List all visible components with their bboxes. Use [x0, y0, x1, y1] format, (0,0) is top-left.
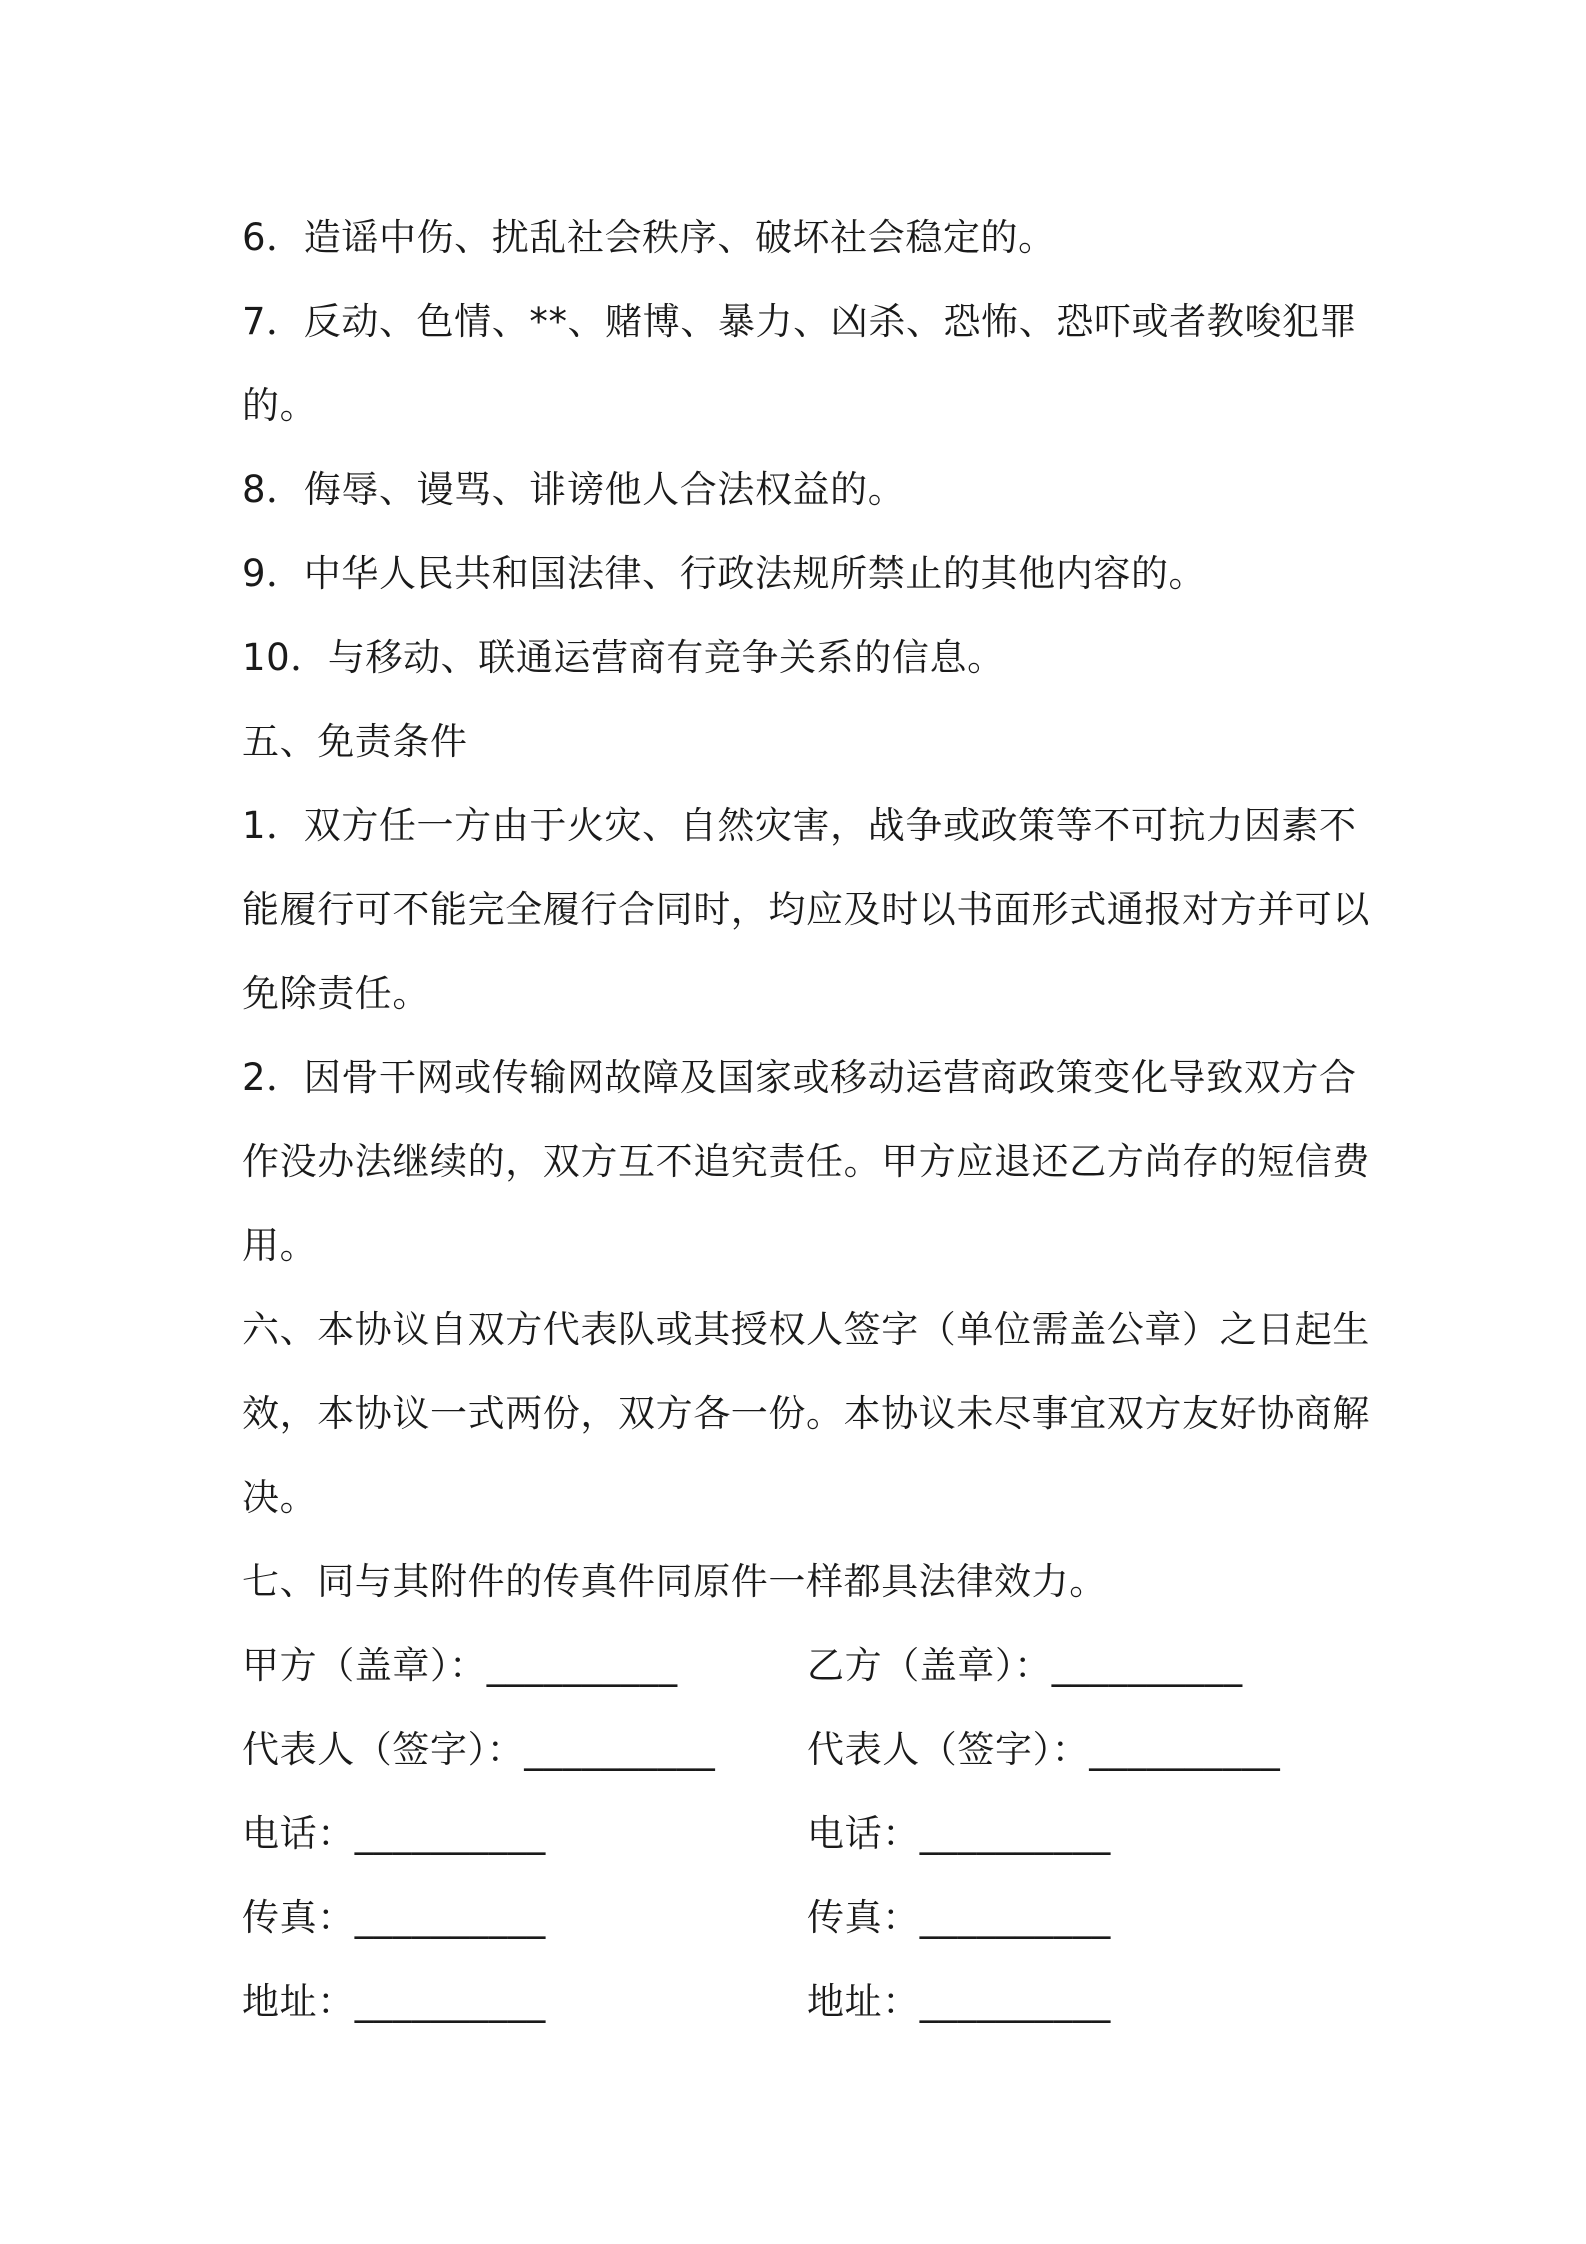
exemption-2-line-1: 2．因骨干网或传输网故障及国家或移动运营商政策变化导致双方合 — [242, 1056, 1357, 1099]
party-b-seal-field: 乙方（盖章）：__________ — [807, 1644, 1243, 1687]
signature-row-address — [242, 1960, 1362, 2044]
party-b-representative-field: 代表人（签字）：__________ — [807, 1728, 1281, 1771]
exemption-2-line-2: 作没办法继续的，双方互不追究责任。甲方应退还乙方尚存的短信费 — [242, 1140, 1370, 1183]
signature-row-representative — [242, 1708, 1362, 1792]
clause-7-line-2: 的。 — [242, 384, 318, 427]
party-b-address-field: 地址：__________ — [807, 1980, 1111, 2023]
section-6-line-3: 决。 — [242, 1476, 318, 1519]
party-a-phone-field: 电话：__________ — [242, 1812, 546, 1855]
section-7: 七、同与其附件的传真件同原件一样都具法律效力。 — [242, 1560, 1107, 1603]
exemption-2-line-3: 用。 — [242, 1224, 318, 1267]
exemption-1-line-1: 1．双方任一方由于火灾、自然灾害，战争或政策等不可抗力因素不 — [242, 804, 1357, 847]
exemption-1-line-2: 能履行可不能完全履行合同时，均应及时以书面形式通报对方并可以 — [242, 888, 1370, 931]
party-a-seal-field: 甲方（盖章）：__________ — [242, 1644, 678, 1687]
signature-row-phone — [242, 1792, 1362, 1876]
section-heading-5: 五、免责条件 — [242, 720, 468, 763]
clause-8: 8．侮辱、谩骂、诽谤他人合法权益的。 — [242, 468, 906, 511]
section-6-line-2: 效，本协议一式两份，双方各一份。本协议未尽事宜双方友好协商解 — [242, 1392, 1370, 1435]
party-b-fax-field: 传真：__________ — [807, 1896, 1111, 1939]
exemption-1-line-3: 免除责任。 — [242, 972, 430, 1015]
clause-10: 10．与移动、联通运营商有竞争关系的信息。 — [242, 636, 1005, 679]
signature-row-seal — [242, 1624, 1362, 1708]
party-a-address-field: 地址：__________ — [242, 1980, 546, 2023]
document-body — [242, 196, 1370, 2044]
clause-7-line-1: 7．反动、色情、**、赌博、暴力、凶杀、恐怖、恐吓或者教唆犯罪 — [242, 300, 1358, 343]
party-b-phone-field: 电话：__________ — [807, 1812, 1111, 1855]
section-6-line-1: 六、本协议自双方代表队或其授权人签字（单位需盖公章）之日起生 — [242, 1308, 1370, 1351]
party-a-fax-field: 传真：__________ — [242, 1896, 546, 1939]
clause-9: 9．中华人民共和国法律、行政法规所禁止的其他内容的。 — [242, 552, 1207, 595]
party-a-representative-field: 代表人（签字）：__________ — [242, 1728, 716, 1771]
signature-row-fax — [242, 1876, 1362, 1960]
clause-6: 6．造谣中伤、扰乱社会秩序、破坏社会稳定的。 — [242, 216, 1056, 259]
